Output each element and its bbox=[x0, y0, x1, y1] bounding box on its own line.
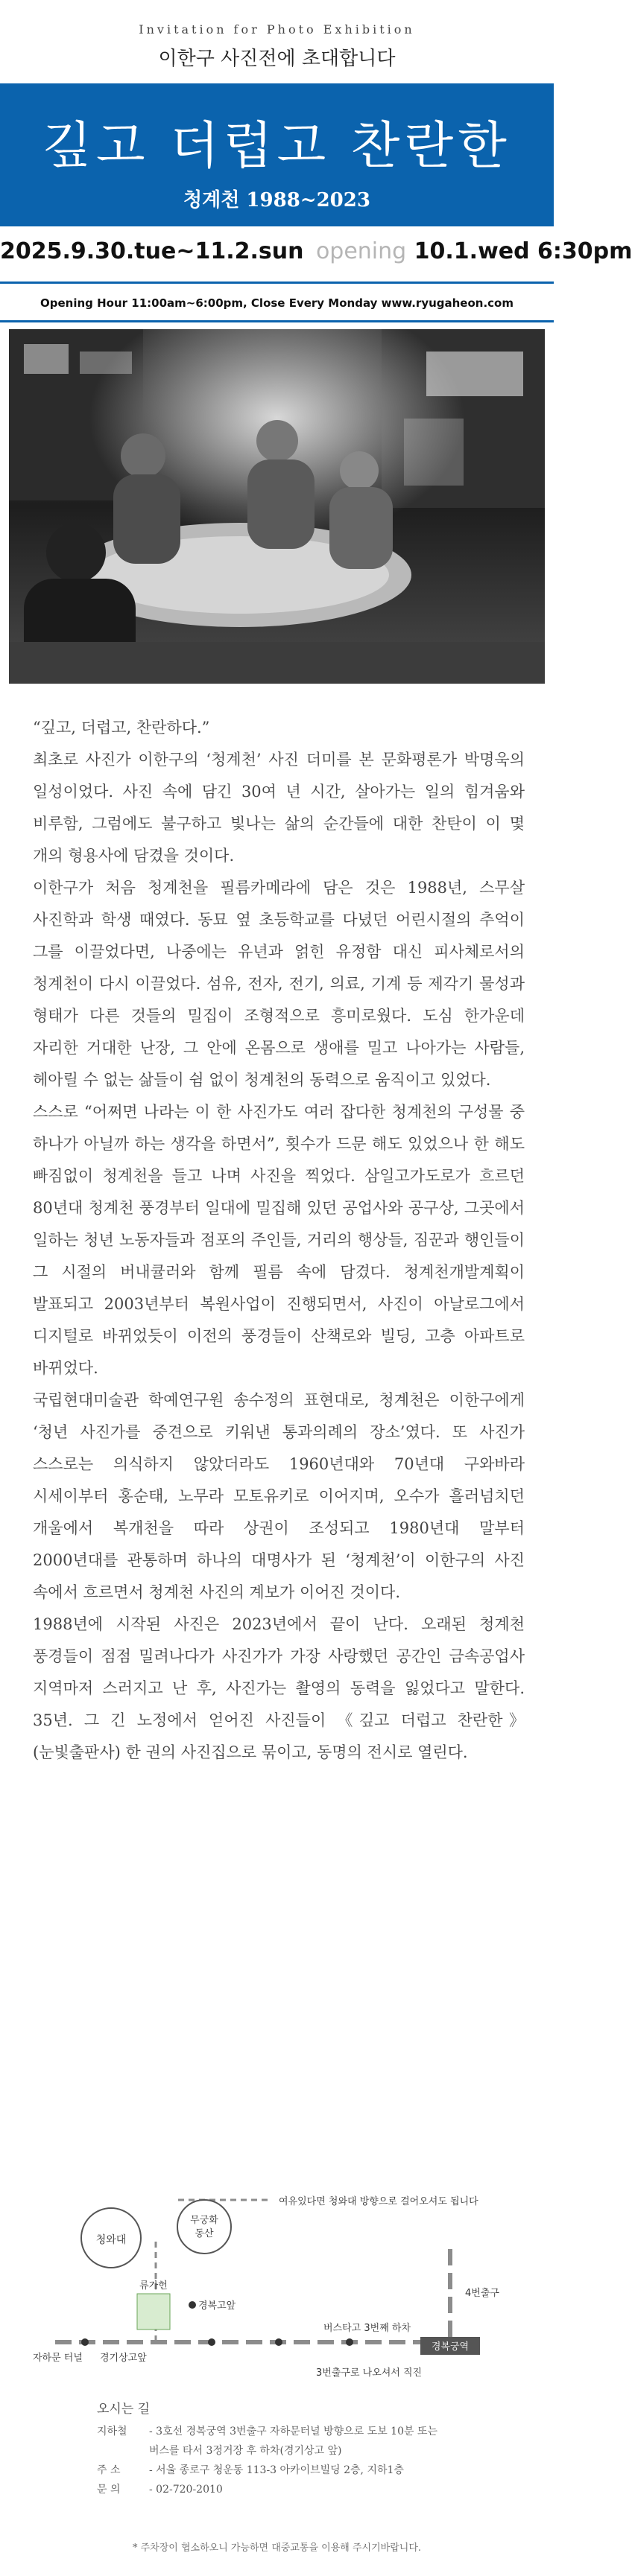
subway-route-1: - 3호선 경복궁역 3번출구 자하문터널 방향으로 도보 10분 또는 bbox=[149, 2426, 438, 2437]
date-range: 2025.9.30.tue~11.2.sun bbox=[0, 238, 304, 264]
location-map bbox=[33, 2182, 517, 2383]
map-label-museum-2: 동산 bbox=[195, 2228, 214, 2239]
phone-value: - 02-720-2010 bbox=[149, 2484, 223, 2496]
map-label-police: 경복고앞 bbox=[198, 2300, 236, 2312]
exhibition-subtitle: 청계천 1988~2023 bbox=[183, 189, 370, 212]
exhibition-article bbox=[33, 712, 525, 1769]
exhibition-photo bbox=[9, 329, 545, 684]
address-label: 주 소 bbox=[97, 2464, 121, 2476]
map-top-note: 여유있다면 청와대 방향으로 걸어오셔도 됩니다 bbox=[279, 2196, 478, 2207]
title-banner bbox=[0, 83, 554, 226]
article-paragraph: 이한구가 처음 청계천을 필름카메라에 담은 것은 1988년, 스무살 사진학과 학생 때였다. 동묘 옆 초등학교를 다녔던 어린시절의 추억이 그를 이끌었다면, 나중에는 유년과 얽힌 유정함 대신 피사체로서의 청계천이 다시 이끌었다. 섬유, 전자, 전기, 의료, 기계 등 제각기 물성과 형태가 다른 것들의 밀집이 조형적으로 흥미로웠다. 도심 한가운데 자리한 거대한 난장, 그 안에 온몸으로 생애를 밀고 나아가는 사람들, 헤아릴 수 없는 삶들이 쉼 없이 청계천의 동력으로 움직이고 있었다. bbox=[33, 879, 525, 1089]
map-label-exit3: 3번출구로 나오셔서 직진 bbox=[316, 2367, 423, 2379]
divider-bottom bbox=[0, 320, 554, 322]
directions-phone bbox=[97, 2480, 514, 2499]
ryugaheon-marker bbox=[137, 2294, 170, 2329]
opening-date: 10.1.wed 6:30pm bbox=[414, 238, 632, 264]
stop-dot bbox=[346, 2338, 353, 2346]
stop-dot bbox=[275, 2338, 282, 2346]
directions-subway bbox=[97, 2422, 514, 2441]
map-label-ryugaheon: 류가헌 bbox=[139, 2280, 168, 2292]
museum-circle bbox=[177, 2200, 231, 2254]
article-paragraph: 스스로 “어쩌면 나라는 이 한 사진가도 여러 잡다한 청계천의 구성물 중 하나가 아닐까 하는 생각을 하면서”, 횟수가 드문 해도 있었으나 한 해도 빠짐없이 청계천을 들고 나며 사진을 찍었다. 삼일고가도로가 흐르던 80년대 청계천 풍경부터 일대에 밀집해 있던 공업사와 공구상, 그곳에서 일하는 청년 노동자들과 점포의 주인들, 거리의 행상들, 짐꾼과 행인들이 그 시절의 버내큘러와 함께 필름 속에 담겼다. 청계천개발계획이 발표되고 2003년부터 복원사업이 진행되면서, 사진이 아날로그에서 디지털로 바뀌었듯이 이전의 풍경들이 산책로와 빌딩, 고층 아파트로 바뀌었다. bbox=[33, 1103, 525, 1377]
directions-info bbox=[97, 2400, 514, 2499]
article-quote: “깊고, 더럽고, 찬란하다.” bbox=[33, 719, 210, 737]
map-label-gyeongi: 경기상고앞 bbox=[100, 2353, 147, 2364]
opening-hours: Opening Hour 11:00am~6:00pm, Close Every Monday www.ryugaheon.com bbox=[40, 296, 514, 310]
bus-stop-dot bbox=[81, 2338, 89, 2346]
article-paragraph: 1988년에 시작된 사진은 2023년에서 끝이 난다. 오래된 청계천 풍경들이 점점 밀려나다가 사진가가 가장 사랑했던 공간인 금속공업사 지역마저 스러지고 난 후, 사진가는 촬영의 동력을 잃었다고 말한다. 35년. 그 긴 노정에서 얻어진 사진들이 《깊고 더럽고 찬란한》(눈빛출판사) 한 권의 사진집으로 묶이고, 동명의 전시로 열린다. bbox=[33, 1615, 525, 1761]
map-label-station: 경복궁역 bbox=[431, 2341, 470, 2353]
map-label-bus: 버스타고 3번째 하차 bbox=[323, 2323, 411, 2334]
article-paragraph: 국립현대미술관 학예연구원 송수정의 표현대로, 청계천은 이한구에게 ‘청년 사진가를 중견으로 키워낸 통과의례의 장소’였다. 또 사진가 스스로는 의식하지 않았더라도 1960년대와 70년대 구와바라 시세이부터 홍순태, 노무라 모토유키로 이어지며, 오수가 흘러넘치던 개울에서 복개천을 따라 상권이 조성되고 1980년대 말부터 2000년대를 관통하며 하나의 대명사가 된 ‘청계천’이 이한구의 사진 속에서 흐르면서 청계천 사진의 계보가 이어진 것이다. bbox=[33, 1391, 525, 1601]
directions-title: 오시는 길 bbox=[97, 2402, 151, 2417]
map-label-museum-1: 무궁화 bbox=[190, 2215, 218, 2226]
phone-label: 문 의 bbox=[97, 2484, 121, 2496]
police-dot bbox=[189, 2301, 196, 2309]
map-label-tunnel: 자하문 터널 bbox=[33, 2353, 83, 2364]
invitation-english: Invitation for Photo Exhibition bbox=[139, 22, 415, 36]
parking-notice: * 주차장이 협소하오니 가능하면 대중교통을 이용해 주시기바랍니다. bbox=[132, 2542, 422, 2554]
address-value: - 서울 종로구 청운동 113-3 아카이브빌딩 2층, 지하1층 bbox=[149, 2464, 404, 2476]
directions-address bbox=[97, 2461, 514, 2480]
exhibition-header bbox=[0, 0, 632, 328]
map-label-cheongwadae: 청와대 bbox=[95, 2234, 127, 2246]
invitation-korean: 이한구 사진전에 초대합니다 bbox=[158, 48, 396, 70]
divider-top bbox=[0, 282, 554, 284]
stop-dot bbox=[208, 2338, 215, 2346]
map-label-exit4: 4번출구 bbox=[465, 2288, 499, 2299]
directions-subway-cont bbox=[97, 2441, 514, 2461]
exhibition-dates bbox=[0, 238, 632, 264]
opening-word: opening bbox=[315, 238, 407, 264]
exhibition-title: 깊고 더럽고 찬란한 bbox=[42, 117, 511, 176]
subway-label: 지하철 bbox=[97, 2426, 127, 2437]
article-paragraph: 최초로 사진가 이한구의 ‘청계천’ 사진 더미를 본 문화평론가 박명욱의 일성이었다. 사진 속에 담긴 30여 년 시간, 살아가는 일의 힘겨움와 비루함, 그럼에도 불구하고 빛나는 삶의 순간들에 대한 찬탄이 이 몇 개의 형용사에 담겼을 것이다. bbox=[33, 751, 525, 865]
subway-route-2: 버스를 타서 3정거장 후 하차(경기상고 앞) bbox=[149, 2445, 342, 2457]
